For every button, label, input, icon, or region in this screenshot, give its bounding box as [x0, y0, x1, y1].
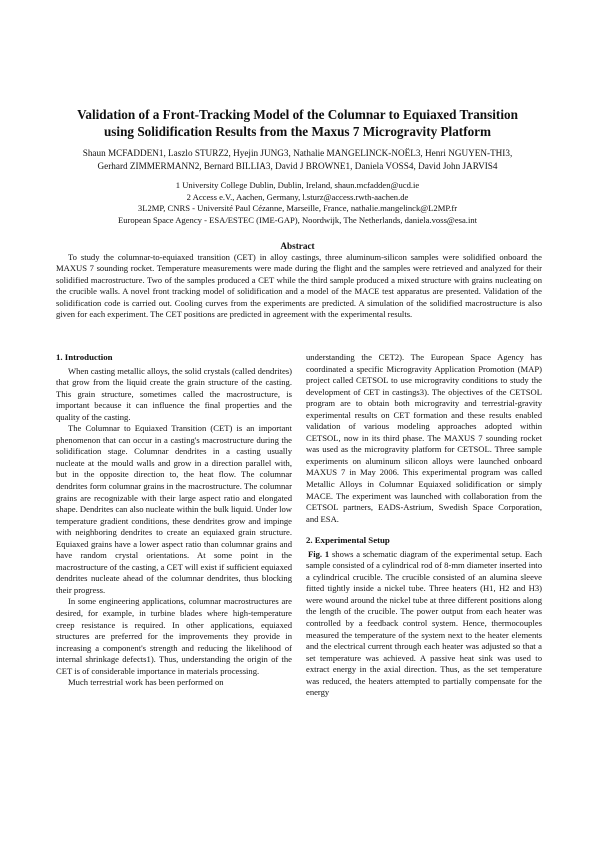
- affiliations: [40, 180, 555, 226]
- setup-paragraph-text: shows a schematic diagram of the experimental setup. Each sample consisted of a cylindrical rod of 8-mm diameter inserted into a cylindrical crucible. The crucible consisted of an alumina sleeve fitted tightly inside a nickel tube. Three heaters (H1, H2 and H3) were wound around the nickel tube at three different positions along the length of the crucible. The power output from each heater was controlled by a feedback control system. Hence, thermocouples measured the temperature of the system next to the heater elements and the electrical current through each heater was adjusted so that a set temperature was achieved. A passive heat sink was used to extract energy in the axial direction. Thus, as the set temperature was reduced, the heaters attempted to partially compensate for the energy: [306, 548, 542, 698]
- left-column: [56, 352, 292, 689]
- intro-paragraph-2: The Columnar to Equiaxed Transition (CET) is an important phenomenon that can occur in a casting's macrostructure during the solidification stage. Columnar dendrites in a casting usually nucleate at the mould walls and grow in a direction parallel with, but in the opposite direction to, the heat flow. The columnar dendrites form columnar grains in the macrostructure. The columnar grains are recognizable with their large aspect ratio and elongated shape. Dendrites can also nucleate within the bulk liquid. Under low temperature gradient conditions, these dendrites grow and impinge with neighboring dendrites to create an equiaxed grain structure. Equiaxed grains have a lower aspect ratio than columnar grains and have random crystal orientations. At some point in the macrostructure of the casting, a CET will exist if sufficient equiaxed dendrites nucleate ahead of the columnar dendrites, thus blocking their progress.: [56, 423, 292, 595]
- abstract-text: To study the columnar-to-equiaxed transition (CET) in alloy castings, three aluminum-silicon samples were solidified onboard the MAXUS 7 sounding rocket. Temperature measurements were made during the flight and the samples were retrieved and analyzed for their solidified macrostructure. Two of the samples produced a CET while the third sample produced a mixed structure with grains nucleating on the crucible walls. A novel front tracking model of solidification and a model of the MACE test apparatus are presented. Validation of the solidification code is carried out. Cooling curves from the experiments are predicted. A simulation of the solidified macrostructure is also given for each experiment. The CET positions are predicted in agreement with the experimental results.: [56, 252, 542, 320]
- affiliation-1: 1 University College Dublin, Dublin, Ireland, shaun.mcfadden@ucd.ie: [175, 180, 420, 190]
- section-heading-experimental-setup: 2. Experimental Setup: [306, 535, 390, 546]
- author-list: [40, 147, 555, 172]
- title-line-2: using Solidification Results from the Maxus 7 Microgravity Platform: [103, 124, 492, 139]
- affiliation-4: European Space Agency - ESA/ESTEC (IME-GAP), Noordwijk, The Netherlands, daniela.voss@esa.int: [117, 214, 478, 225]
- right-column: [306, 352, 542, 699]
- authors-line-2: Gerhard ZIMMERMANN2, Bernard BILLIA3, David J BROWNE1, Daniela VOSS4, David John JARVIS4: [97, 160, 498, 171]
- intro-paragraph-continued: understanding the CET2). The European Space Agency has coordinated a specific Microgravity Application Promotion (MAP) project called CETSOL to use microgravity conditions to study the development of CET in castings3). The objectives of the CETSOL program are to obtain both microgravity and terrestrial-gravity experimental results on CET formation and these results enabled validation of various modeling approaches adopted within CETSOL, now in its third phase. The MAXUS 7 sounding rocket was used as the microgravity platform for CETSOL. Three sample experiments on aluminum silicon alloys were launched onboard MAXUS 7 in May 2006. This experimental program was called Metallic Alloys in Columnar Equiaxed solidification or simply MACE. The experiment was launched with collaboration from the CETSOL partners, EADS-Astrium, Swedish Space Corporation, and ESA.: [306, 352, 542, 524]
- abstract-heading: Abstract: [280, 241, 315, 251]
- intro-paragraph-3: In some engineering applications, columnar macrostructures are desired, for example, in turbine blades where high-temperature creep resistance is required. In other applications, equiaxed structures are preferred for the improvements they provide in increasing a component's strength and reducing the likelihood of internal shrinkage defects1). Thus, understanding the origin of the CET is of considerable importance in materials processing.: [56, 596, 292, 676]
- setup-paragraph-1: [306, 549, 542, 699]
- affiliation-3: 3L2MP, CNRS - Université Paul Cézanne, Marseille, France, nathalie.mangelinck@L2MP.fr: [137, 203, 458, 213]
- paper-title: [40, 106, 555, 140]
- intro-paragraph-4: Much terrestrial work has been performed on: [68, 677, 224, 688]
- title-line-1: Validation of a Front-Tracking Model of the Columnar to Equiaxed Transition: [77, 107, 518, 122]
- figure-reference: Fig. 1: [308, 548, 330, 559]
- section-heading-introduction: 1. Introduction: [56, 352, 113, 362]
- authors-line-1: Shaun MCFADDEN1, Laszlo STURZ2, Hyejin JUNG3, Nathalie MANGELINCK-NOËL3, Henri NGUYEN-THI3,: [82, 148, 513, 158]
- intro-paragraph-1: When casting metallic alloys, the solid crystals (called dendrites) that grow from the liquid create the grain structure of the casting. This grain structure, sometimes called the macrostructure, is important because it can influence the final properties and the quality of the casting.: [56, 365, 292, 422]
- affiliation-2: 2 Access e.V., Aachen, Germany, l.sturz@access.rwth-aachen.de: [186, 191, 409, 202]
